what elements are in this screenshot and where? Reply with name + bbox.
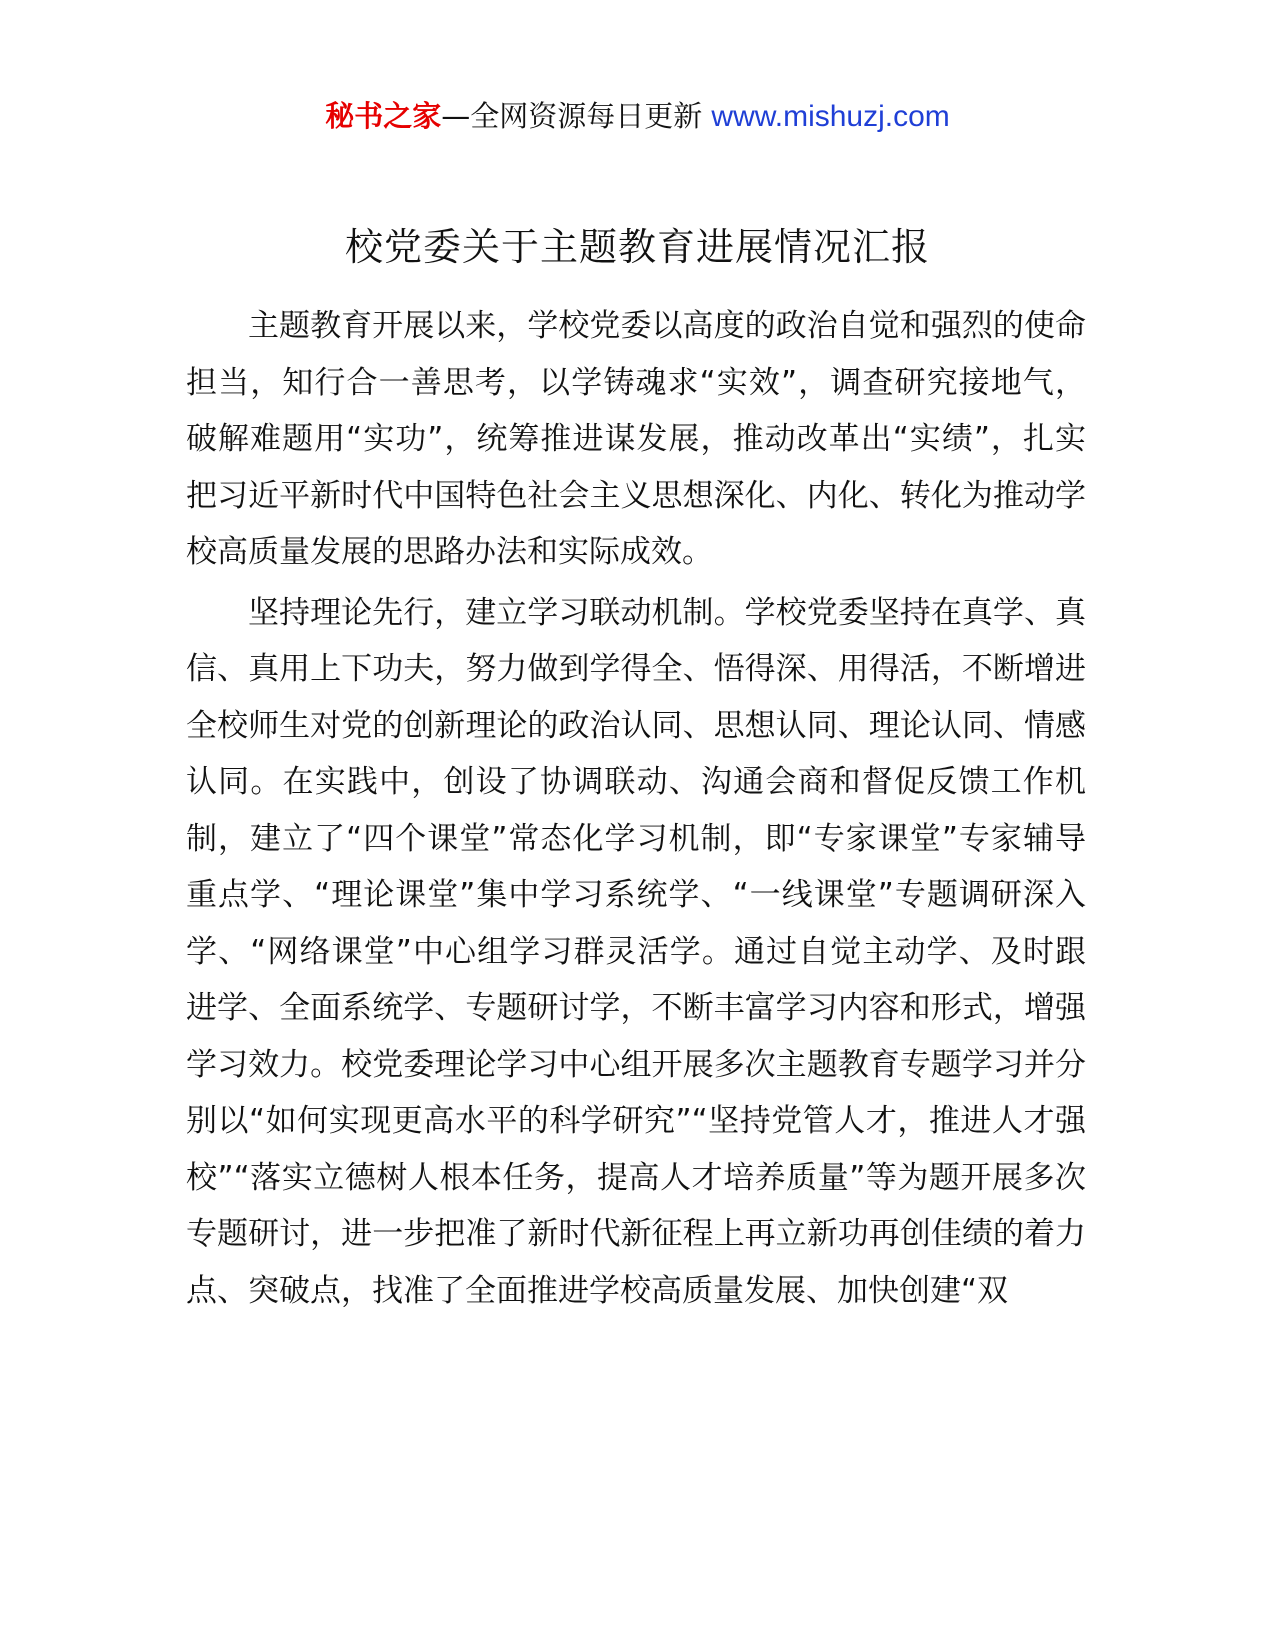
document-body <box>186 298 1086 1319</box>
site-url-link[interactable]: www.mishuzj.com <box>711 100 950 133</box>
document-title: 校党委关于主题教育进展情况汇报 <box>344 225 930 269</box>
site-header <box>0 96 1275 137</box>
site-tagline: —全网资源每日更新 <box>441 99 712 133</box>
site-brand: 秘书之家 <box>325 99 442 133</box>
theory-paragraph: 坚持理论先行，建立学习联动机制。学校党委坚持在真学、真信、真用上下功夫，努力做到学得全、悟得深、用得活，不断增进全校师生对党的创新理论的政治认同、思想认同、理论认同、情感认同。在实践中，创设了协调联动、沟通会商和督促反馈工作机制，建立了“四个课堂”常态化学习机制，即“专家课堂”专家辅导重点学、“理论课堂”集中学习系统学、“一线课堂”专题调研深入学、“网络课堂”中心组学习群灵活学。通过自觉主动学、及时跟进学、全面系统学、专题研讨学，不断丰富学习内容和形式，增强学习效力。校党委理论学习中心组开展多次主题教育专题学习并分别以“如何实现更高水平的科学研究”“坚持党管人才，推进人才强校”“落实立德树人根本任务，提高人才培养质量”等为题开展多次专题研讨，进一步把准了新时代新征程上再立新功再创佳绩的着力点、突破点，找准了全面推进学校高质量发展、加快创建“双 <box>186 594 1086 1309</box>
intro-paragraph: 主题教育开展以来，学校党委以高度的政治自觉和强烈的使命担当，知行合一善思考，以学铸魂求“实效”，调查研究接地气，破解难题用“实功”，统筹推进谋发展，推动改革出“实绩”，扎实把习近平新时代中国特色社会主义思想深化、内化、转化为推动学校高质量发展的思路办法和实际成效。 <box>186 308 1086 570</box>
